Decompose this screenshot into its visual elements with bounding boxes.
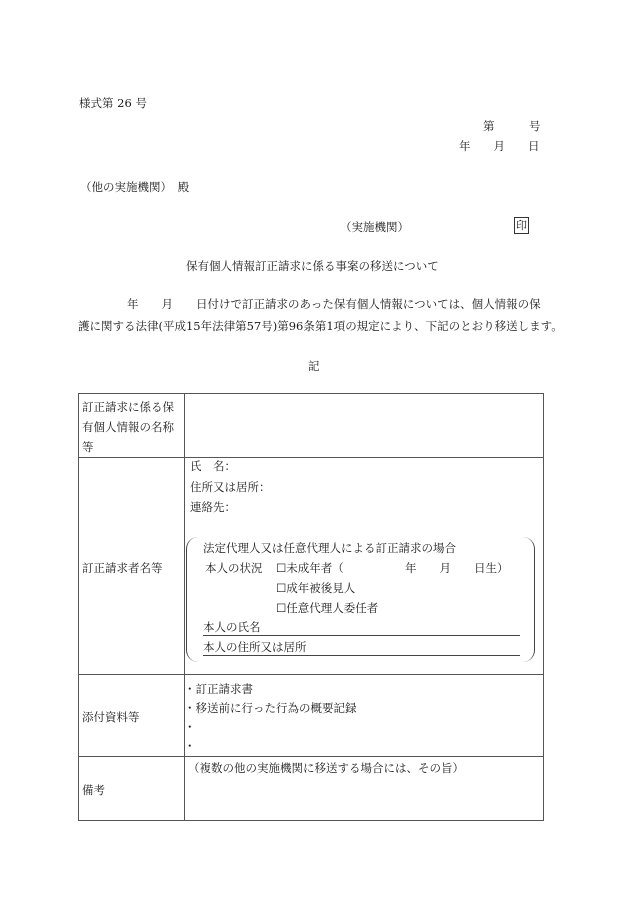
attachments-label: 添付資料等	[79, 675, 185, 757]
attachment-item[interactable]: ・	[184, 739, 196, 753]
document-title: 保有個人情報訂正請求に係る事案の移送について	[186, 259, 439, 273]
remarks-note: （複数の他の実施機関に移送する場合には、その旨）	[188, 761, 464, 775]
birth-date-field[interactable]: 年 月 日生）	[405, 561, 509, 575]
minor-checkbox[interactable]: ☐未成年者（	[276, 561, 344, 575]
attachment-item: ・訂正請求書	[184, 682, 253, 696]
item-name-field[interactable]	[185, 394, 544, 458]
body-line-1: 年 月 日付けで訂正請求のあった保有個人情報については、個人情報の保	[127, 297, 541, 311]
item-name-label-line: 有個人情報の名称	[82, 420, 174, 434]
attachment-item: ・移送前に行った行為の概要記録	[184, 701, 357, 715]
person-address-field[interactable]	[203, 639, 520, 656]
requester-contact-field[interactable]: 連絡先：	[190, 500, 236, 514]
adult-ward-checkbox[interactable]: ☐成年被後見人	[276, 581, 356, 595]
seal-mark: 印	[516, 219, 527, 232]
body-line-2: 護に関する法律(平成15年法律第57号)第96条第1項の規定により、下記のとおり移送します。	[78, 319, 563, 333]
attachment-item[interactable]: ・	[184, 720, 196, 734]
form-number: 様式第 26 号	[79, 96, 147, 110]
document-date: 年 月 日	[459, 139, 540, 153]
person-name-field[interactable]	[203, 619, 520, 636]
table-row	[79, 394, 544, 458]
person-status-label: 本人の状況	[205, 561, 263, 575]
document-number: 第 号	[483, 119, 541, 133]
addressee: （他の実施機関） 殿	[80, 180, 190, 194]
item-name-label-line: 訂正請求に係る保	[82, 400, 174, 414]
agent-heading: 法定代理人又は任意代理人による訂正請求の場合	[203, 541, 456, 555]
item-name-label-line: 等	[82, 440, 94, 454]
person-name-label: 本人の氏名	[203, 620, 261, 634]
item-name-label	[79, 394, 185, 458]
ki-heading: 記	[308, 359, 320, 373]
delegator-checkbox[interactable]: ☐任意代理人委任者	[276, 601, 379, 615]
sender-label: （実施機関）	[340, 220, 409, 234]
requester-label: 訂正請求者名等	[79, 458, 185, 675]
person-address-label: 本人の住所又は居所	[203, 640, 307, 654]
seal-stamp	[514, 217, 529, 234]
requester-address-field[interactable]: 住所又は居所：	[190, 480, 271, 494]
requester-name-field[interactable]: 氏 名：	[190, 459, 236, 473]
remarks-label: 備考	[79, 757, 185, 821]
